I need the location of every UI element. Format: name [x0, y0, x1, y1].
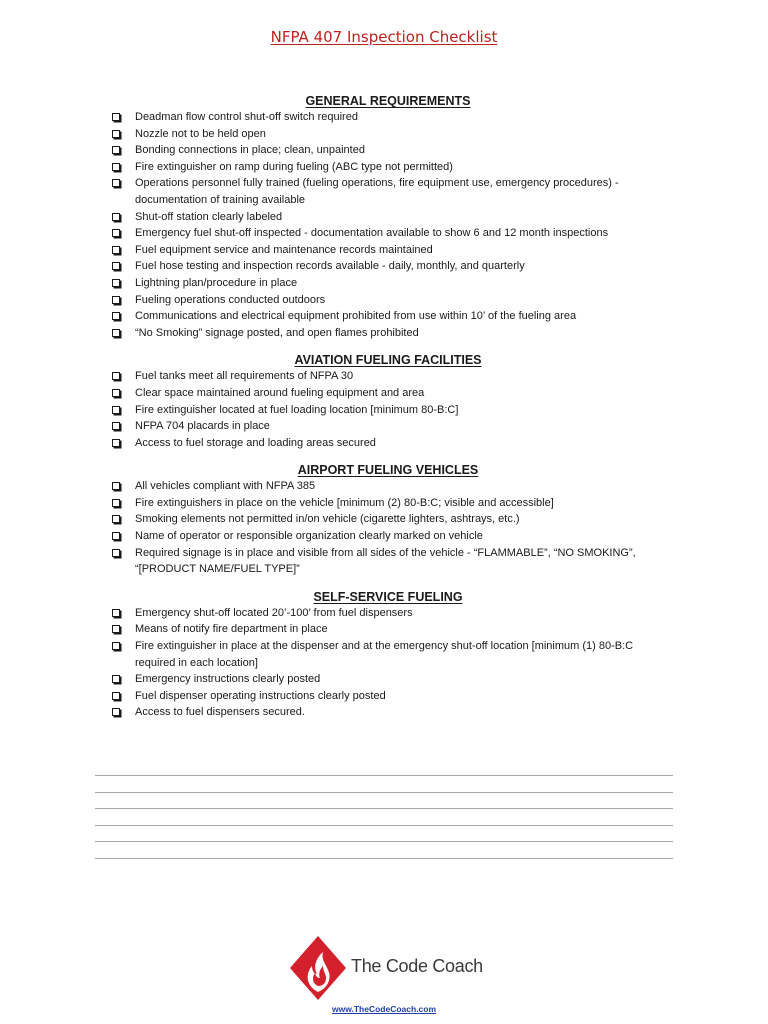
checkbox-icon[interactable] — [112, 439, 120, 447]
checkbox-icon[interactable] — [112, 329, 120, 337]
checklist-item-label: Smoking elements not permitted in/on vehicle (cigarette lighters, ashtrays, etc.) — [135, 513, 520, 526]
checklist-item-label: “No Smoking” signage posted, and open flames prohibited — [135, 326, 419, 339]
checkbox-icon[interactable] — [112, 296, 120, 304]
checklist-item-label: Fuel tanks meet all requirements of NFPA 30 — [135, 370, 354, 383]
note-line[interactable] — [95, 825, 673, 842]
checklist-item — [111, 258, 651, 275]
checklist-item-label: Access to fuel storage and loading areas secured — [135, 436, 376, 449]
checklist-item — [111, 109, 651, 126]
checkbox-icon[interactable] — [112, 499, 120, 507]
notes-lines[interactable] — [95, 775, 673, 875]
checkbox-icon[interactable] — [112, 179, 120, 187]
checklist-item — [111, 478, 651, 495]
checkbox-icon[interactable] — [112, 625, 120, 633]
checklist-item-label: Fuel dispenser operating instructions clearly posted — [135, 689, 386, 702]
checkbox-icon[interactable] — [112, 515, 120, 523]
checklist-item — [111, 671, 651, 688]
checklist-item — [111, 638, 651, 671]
section-airport-fueling-vehicles — [111, 462, 651, 578]
section-heading: AIRPORT FUELING VEHICLES — [297, 463, 479, 478]
note-line[interactable] — [95, 841, 673, 858]
note-line[interactable] — [95, 775, 673, 792]
checkbox-icon[interactable] — [112, 213, 120, 221]
checkbox-icon[interactable] — [112, 372, 120, 380]
checklist-item — [111, 402, 651, 419]
checklist-item-label: Communications and electrical equipment prohibited from use within 10’ of the fueling area — [135, 310, 577, 323]
checklist-item — [111, 528, 651, 545]
checklist — [111, 93, 651, 732]
checklist-item — [111, 368, 651, 385]
checkbox-icon[interactable] — [112, 262, 120, 270]
section-general-requirements — [111, 93, 651, 341]
section-heading: AVIATION FUELING FACILITIES — [294, 353, 482, 368]
section-aviation-fueling-facilities — [111, 352, 651, 451]
checkbox-icon[interactable] — [112, 279, 120, 287]
section-heading: GENERAL REQUIREMENTS — [305, 94, 471, 108]
checkbox-icon[interactable] — [112, 692, 120, 700]
checklist-item-label: Clear space maintained around fueling equipment and area — [135, 386, 425, 399]
checkbox-icon[interactable] — [112, 389, 120, 397]
checklist-item-label: Fuel hose testing and inspection records available - daily, monthly, and quarterly — [135, 260, 525, 273]
checklist-item — [111, 495, 651, 512]
checkbox-icon[interactable] — [112, 130, 120, 138]
flame-diamond-icon — [288, 934, 348, 1004]
checklist-item-label: Shut-off station clearly labeled — [135, 210, 283, 223]
checkbox-icon[interactable] — [112, 642, 120, 650]
checklist-item — [111, 126, 651, 143]
checklist-item-label: Fuel equipment service and maintenance records maintained — [135, 243, 433, 256]
checklist-item-label: NFPA 704 placards in place — [135, 420, 270, 433]
checklist-item-label: Deadman flow control shut-off switch required — [135, 111, 358, 123]
checkbox-icon[interactable] — [112, 246, 120, 254]
checkbox-icon[interactable] — [112, 482, 120, 490]
checklist-item — [111, 292, 651, 309]
checklist-item — [111, 325, 651, 342]
checklist-items — [111, 605, 651, 721]
checklist-items — [111, 109, 651, 341]
checklist-item — [111, 159, 651, 176]
checklist-item-label: Emergency fuel shut-off inspected - documentation available to show 6 and 12 month inspections — [135, 227, 609, 240]
checklist-item-label: All vehicles compliant with NFPA 385 — [135, 480, 316, 493]
checklist-item — [111, 545, 651, 578]
checkbox-icon[interactable] — [112, 549, 120, 557]
checklist-item — [111, 418, 651, 435]
logo-text: The Code Coach — [351, 956, 483, 976]
checklist-item — [111, 225, 651, 242]
checklist-item-label: Operations personnel fully trained (fueling operations, fire equipment use, emergency procedures) - documentation of training available — [135, 177, 619, 206]
checkbox-icon[interactable] — [112, 675, 120, 683]
checkbox-icon[interactable] — [112, 113, 120, 121]
checkbox-icon[interactable] — [112, 422, 120, 430]
checkbox-icon[interactable] — [112, 609, 120, 617]
section-heading: SELF-SERVICE FUELING — [313, 589, 463, 604]
checklist-item — [111, 142, 651, 159]
checklist-item — [111, 704, 651, 721]
checkbox-icon[interactable] — [112, 312, 120, 320]
checklist-item-label: Fueling operations conducted outdoors — [135, 293, 326, 306]
checklist-item-label: Fire extinguisher on ramp during fueling (ABC type not permitted) — [135, 160, 453, 173]
checkbox-icon[interactable] — [112, 532, 120, 540]
checklist-item-label: Fire extinguisher located at fuel loading location [minimum 80-B:C] — [135, 403, 459, 416]
checklist-item — [111, 605, 651, 622]
checklist-item — [111, 275, 651, 292]
checklist-item-label: Name of operator or responsible organization clearly marked on vehicle — [135, 530, 483, 543]
checkbox-icon[interactable] — [112, 406, 120, 414]
checklist-item-label: Access to fuel dispensers secured. — [135, 706, 305, 719]
checkbox-icon[interactable] — [112, 229, 120, 237]
note-line[interactable] — [95, 808, 673, 825]
checklist-item — [111, 511, 651, 528]
checklist-item-label: Lightning plan/procedure in place — [135, 276, 298, 289]
checklist-item-label: Fire extinguishers in place on the vehicle [minimum (2) 80-B:C; visible and accessible] — [135, 496, 554, 509]
page-title: NFPA 407 Inspection Checklist — [270, 28, 498, 46]
checklist-item — [111, 308, 651, 325]
checklist-item-label: Required signage is in place and visible from all sides of the vehicle - “FLAMMABLE”, “NO SMOKING”, “[PRODUCT NAME/FUEL TYPE]” — [135, 546, 636, 576]
checkbox-icon[interactable] — [112, 163, 120, 171]
checklist-item — [111, 435, 651, 452]
checklist-item-label: Means of notify fire department in place — [135, 623, 328, 636]
checklist-items — [111, 478, 651, 578]
note-line[interactable] — [95, 792, 673, 809]
checklist-item — [111, 621, 651, 638]
checklist-item — [111, 209, 651, 226]
checklist-item-label: Emergency instructions clearly posted — [135, 673, 321, 686]
section-self-service-fueling — [111, 589, 651, 721]
checklist-item-label: Fire extinguisher in place at the dispenser and at the emergency shut-off location [minimum (1) 80-B:C required in each location] — [135, 640, 634, 669]
checklist-item — [111, 385, 651, 402]
checklist-item-label: Bonding connections in place; clean, unpainted — [135, 144, 365, 157]
note-line[interactable] — [95, 858, 673, 875]
checklist-item-label: Nozzle not to be held open — [135, 127, 266, 140]
checkbox-icon[interactable] — [112, 146, 120, 154]
checkbox-icon[interactable] — [112, 708, 120, 716]
checklist-items — [111, 368, 651, 451]
checklist-item-label: Emergency shut-off located 20’-100’ from fuel dispensers — [135, 606, 413, 619]
website-link[interactable]: www.TheCodeCoach.com — [331, 1004, 437, 1014]
checklist-item — [111, 688, 651, 705]
logo — [288, 934, 488, 1004]
checklist-item — [111, 175, 651, 208]
checklist-item — [111, 242, 651, 259]
